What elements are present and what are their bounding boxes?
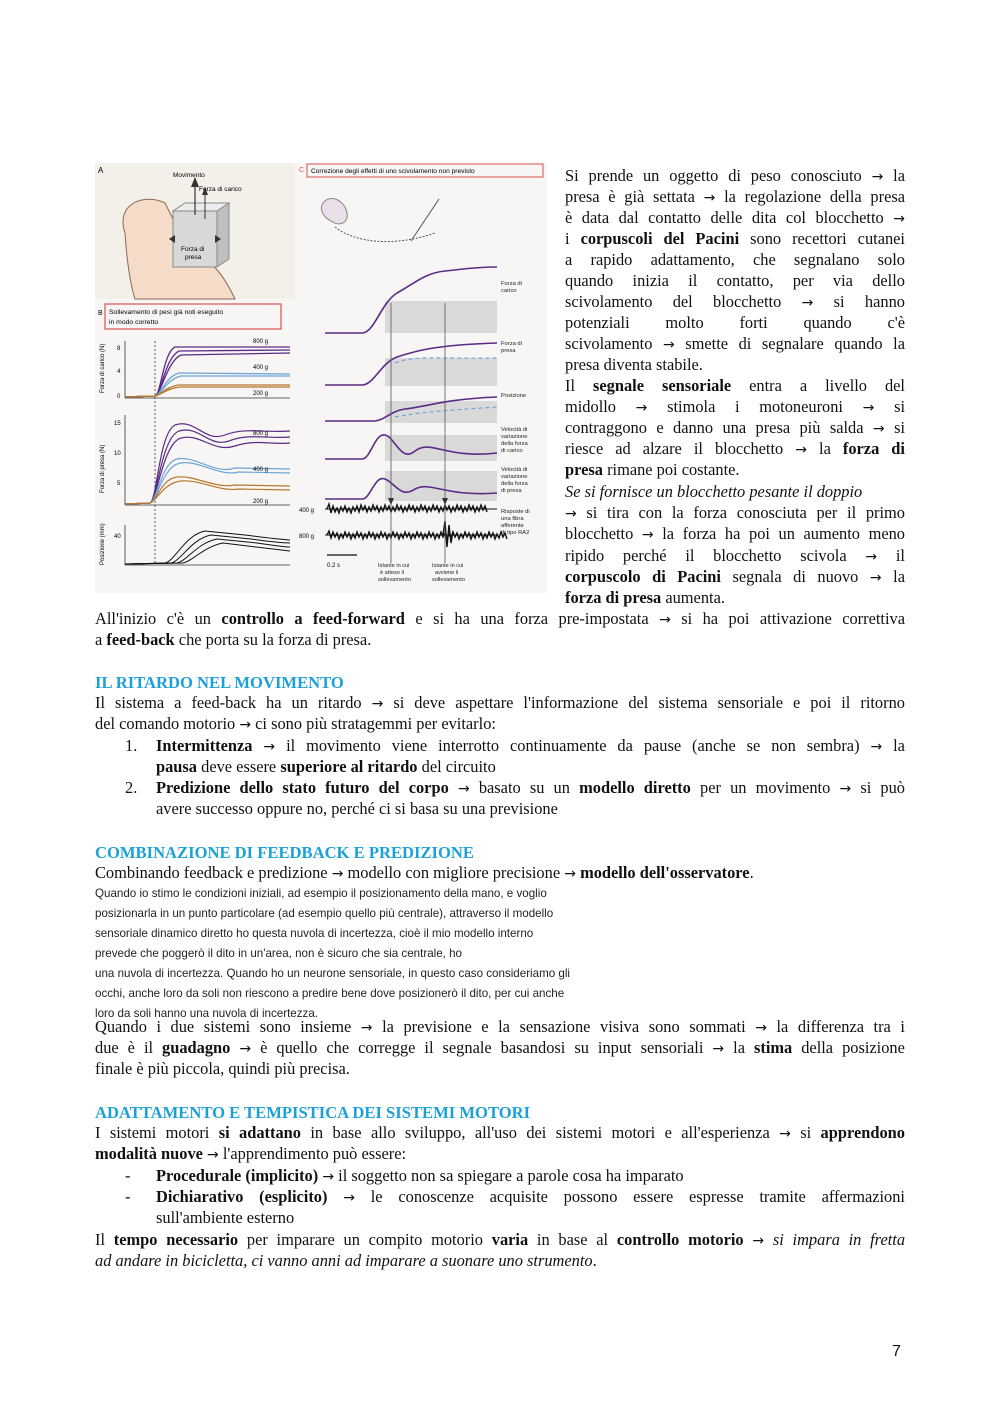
- b-400g-1: 400 g: [253, 365, 269, 371]
- label-forza-presa-2: presa: [185, 254, 202, 261]
- note-line: prevede che poggerò il dito in un'area, non è sicuro che sia centrale, ho: [95, 947, 463, 960]
- list-item-predizione-cont: avere successo oppure no, perché ci si basa su una previsione: [156, 799, 558, 818]
- panel-c-label: C: [299, 167, 305, 174]
- panel-c-title: Correzione degli effetti di uno scivolamento non previsto: [311, 168, 475, 175]
- list-dash: -: [125, 1166, 131, 1185]
- paragraph-insieme: Quando i due sistemi sono insieme → la previsione e la sensazione visiva sono sommati → la differenza tra i: [95, 1017, 905, 1036]
- side-line: Il segnale sensoriale entra a livello del: [565, 376, 905, 395]
- paragraph-feedforward-cont: a feed-back che porta su la forza di presa.: [95, 630, 372, 649]
- side-line: a rapido adattamento, che segnalano solo: [565, 250, 905, 269]
- ist1-line3: sollevamento: [378, 577, 411, 583]
- heading-combinazione: COMBINAZIONE DI FEEDBACK E PREDIZIONE: [95, 843, 474, 862]
- panel-b-title-1: Sollevamento di pesi già noti eseguito: [109, 309, 224, 316]
- heading-adattamento: ADATTAMENTO E TEMPISTICA DEI SISTEMI MOTORI: [95, 1103, 531, 1122]
- side-line: quando inizia il contatto, per via dello: [565, 271, 905, 290]
- paragraph-tempo-cont: ad andare in bicicletta, ci vanno anni ad imparare a suonare uno strumento.: [95, 1251, 597, 1270]
- side-line: presa è già settata → la regolazione della presa: [565, 187, 905, 206]
- b-400g-2: 400 g: [253, 467, 269, 473]
- side-line: midollo → stimola i motoneuroni → si: [565, 397, 905, 416]
- side-line: contraggono e danno una presa più salda → si: [565, 418, 905, 437]
- b-200g-2: 200 g: [253, 499, 269, 505]
- side-line: scivolamento del blocchetto → si hanno: [565, 292, 905, 311]
- b-800g-1: 800 g: [253, 339, 269, 345]
- tick-5: 5: [117, 481, 121, 487]
- ist2-line1: Istante in cui: [432, 563, 464, 569]
- r-risp-4: di tipo RA2: [501, 530, 530, 536]
- side-line: presa rimane poi costante.: [565, 460, 740, 479]
- b-800g-2: 800 g: [253, 431, 269, 437]
- list-item-dichiarativo: Dichiarativo (esplicito) → le conoscenze acquisite possono essere espresse tramite affermazioni: [156, 1187, 905, 1206]
- figure-grip-force: [95, 163, 547, 593]
- list-item-procedurale: Procedurale (implicito) → il soggetto non sa spiegare a parole cosa ha imparato: [156, 1166, 684, 1185]
- paragraph-adattamento-cont: modalità nuove → l'apprendimento può essere:: [95, 1144, 407, 1163]
- side-line: è data dal contatto delle dita col blocchetto →: [565, 208, 905, 227]
- r-vel1-2: variazione: [501, 434, 528, 440]
- y-label-forza-carico: Forza di carico (N): [100, 343, 106, 393]
- paragraph-ritardo-cont: del comando motorio → ci sono più stratagemmi per evitarlo:: [95, 714, 496, 733]
- side-line: scivolamento → smette di segnalare quando la: [565, 334, 905, 353]
- note-line: sensoriale dinamico diretto ho questa nuvola di incertezza, cioè il mio modello interno: [95, 927, 534, 940]
- r-forza-presa-1: Forza di: [501, 341, 522, 347]
- tick-10: 10: [114, 451, 121, 457]
- label-forza-carico: Forza di carico: [199, 186, 242, 193]
- side-line: corpuscolo di Pacini segnala di nuovo → la: [565, 567, 905, 586]
- r-vel1-4: di carico: [501, 448, 523, 454]
- label-movimento: Movimento: [173, 172, 205, 179]
- side-line: i corpuscoli del Pacini sono recettori cutanei: [565, 229, 905, 248]
- side-line: → si tira con la forza conosciuta per il primo: [565, 503, 905, 522]
- note-line: una nuvola di incertezza. Quando ho un neurone sensoriale, in questo caso consideriamo gli: [95, 967, 571, 980]
- r-vel2-1: Velocità di: [501, 467, 528, 473]
- r-vel2-2: variazione: [501, 474, 528, 480]
- ist2-line3: sollevamento: [432, 577, 465, 583]
- tick-4: 4: [117, 369, 121, 375]
- list-number: 2.: [125, 778, 138, 797]
- note-line: loro da soli hanno una nuvola di incertezza.: [95, 1007, 319, 1020]
- paragraph-adattamento: I sistemi motori si adattano in base allo sviluppo, all'uso dei sistemi motori e all'esperienza → si apprendono: [95, 1123, 905, 1142]
- r-vel1-1: Velocità di: [501, 427, 528, 433]
- side-line: presa diventa stabile.: [565, 355, 703, 374]
- tick-15: 15: [114, 421, 121, 427]
- list-item-predizione: Predizione dello stato futuro del corpo → basato su un modello diretto per un movimento → si può: [156, 778, 905, 797]
- r-risp-1: Risposte di: [501, 509, 530, 515]
- tick-8: 8: [117, 346, 121, 352]
- side-line: Se si fornisce un blocchetto pesante il doppio: [565, 482, 863, 501]
- r-posizione: Posizione: [501, 393, 527, 399]
- side-line: riesce ad alzare il blocchetto → la forza di: [565, 439, 905, 458]
- paragraph-combinazione: Combinando feedback e predizione → modello con migliore precisione → modello dell'osservatore.: [95, 863, 754, 882]
- panel-a-label: A: [98, 166, 104, 175]
- side-line: Si prende un oggetto di peso conosciuto → la: [565, 166, 905, 185]
- paragraph-ritardo: Il sistema a feed-back ha un ritardo → si deve aspettare l'informazione del sistema sensoriale e poi il ritorno: [95, 693, 905, 712]
- r-vel2-3: della forza: [501, 481, 528, 487]
- list-item-dichiarativo-cont: sull'ambiente esterno: [156, 1208, 295, 1227]
- b-200g-1: 200 g: [253, 391, 269, 397]
- label-forza-presa-1: Forza di: [181, 246, 205, 253]
- paragraph-insieme-cont: due è il guadagno → è quello che corregge il segnale basandosi su input sensoriali → la stima della posizione: [95, 1038, 905, 1057]
- note-block: [95, 884, 625, 1024]
- paragraph-insieme-end: finale è più piccola, quindi più precisa.: [95, 1059, 350, 1078]
- paragraph-feedforward: All'inizio c'è un controllo a feed-forward e si ha una forza pre-impostata → si ha poi attivazione correttiva: [95, 609, 905, 628]
- scale-bar-label: 0.2 s: [327, 563, 341, 569]
- tick-40: 40: [114, 534, 121, 540]
- side-line: potenziali molto forti quando c'è: [565, 313, 905, 332]
- note-line: posizionarla in un punto particolare (ad esempio quello più centrale), attraverso il modello: [95, 907, 554, 920]
- ist1-line1: Istante in cui: [378, 563, 410, 569]
- y-label-posizione: Posizione (mm): [100, 523, 106, 565]
- r-vel2-4: di presa: [501, 488, 522, 494]
- c-400g: 400 g: [299, 508, 315, 514]
- list-item-intermittenza-cont: pausa deve essere superiore al ritardo del circuito: [156, 757, 496, 776]
- r-risp-3: afferente: [501, 523, 524, 529]
- list-item-intermittenza: Intermittenza → il movimento viene interrotto continuamente da pause (anche se non sembra) → la: [156, 736, 905, 755]
- note-line: occhi, anche loro da soli non riescono a predire bene dove posizionerò il dito, per cui anche: [95, 987, 565, 1000]
- r-forza-carico-1: Forza di: [501, 281, 522, 287]
- side-line: ripido perché il blocchetto scivola → il: [565, 546, 905, 565]
- ist1-line2: è atteso il: [380, 570, 404, 576]
- note-line: Quando io stimo le condizioni iniziali, ad esempio il posizionamento della mano, e voglio: [95, 887, 547, 900]
- list-dash: -: [125, 1187, 131, 1206]
- y-label-forza-presa: Forza di presa (N): [100, 444, 106, 493]
- side-line: blocchetto → la forza ha poi un aumento meno: [565, 524, 905, 543]
- heading-ritardo: IL RITARDO NEL MOVIMENTO: [95, 673, 344, 692]
- r-forza-carico-2: carico: [501, 288, 517, 294]
- r-forza-presa-2: presa: [501, 348, 516, 354]
- r-risp-2: una fibra: [501, 516, 524, 522]
- panel-b-label: B: [98, 310, 103, 317]
- list-number: 1.: [125, 736, 138, 755]
- tick-0: 0: [117, 394, 121, 400]
- side-line: forza di presa aumenta.: [565, 588, 725, 607]
- panel-b-title-2: in modo corretto: [109, 319, 159, 326]
- page-number: 7: [892, 1343, 901, 1360]
- paragraph-tempo: Il tempo necessario per imparare un compito motorio varia in base al controllo motorio → si impara in fretta: [95, 1230, 906, 1249]
- r-vel1-3: della forza: [501, 441, 528, 447]
- ist2-line2: avviene il: [435, 570, 459, 576]
- c-800g: 800 g: [299, 534, 315, 540]
